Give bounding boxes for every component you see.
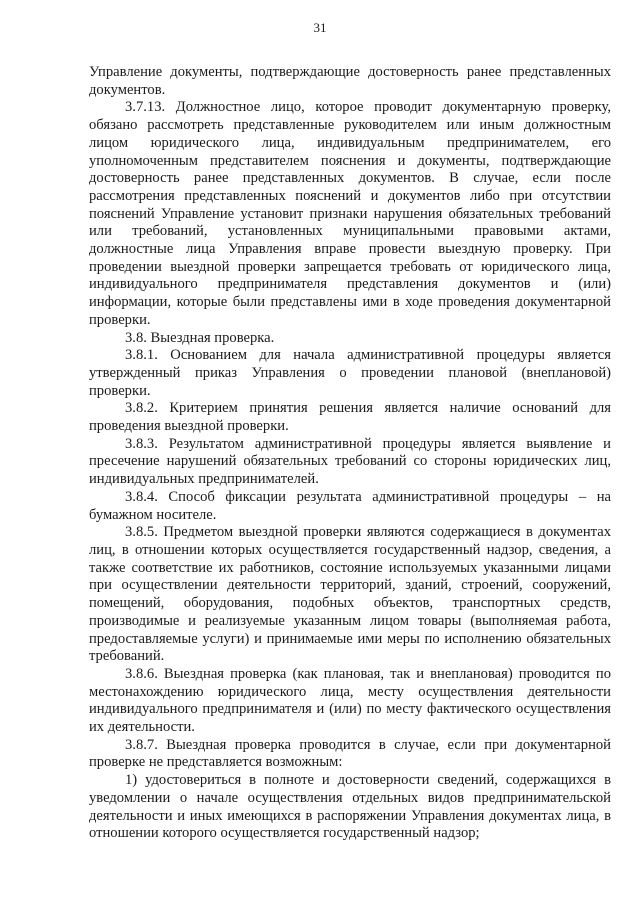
paragraph-3-7-13: 3.7.13. Должностное лицо, которое проводит документарную проверку, обязано рассмотреть представленные руководителем или иным должностным лицом юридического лица, индивидуальным предпринимателем, его уполномоченным представителем пояснения и документы, подтверждающие достоверность ранее представленных документов. В случае, если после рассмотрения представленных пояснений и документов либо при отсутствии пояснений Управление установит признаки нарушения обязательных требований или требований, установленных муниципальными правовыми актами, должностные лица Управления вправе провести выездную проверку. При проведении выездной проверки запрещается требовать от юридического лица, индивидуального предпринимателя представления документов и (или) информации, которые были представлены ими в ходе проведения документарной проверки. [89, 99, 611, 328]
list-item-1: 1) удостовериться в полноте и достоверности сведений, содержащихся в уведомлении о начале осуществления отдельных видов предпринимательской деятельности и иных имеющихся в распоряжении Управления документах лица, в отношении которого осуществляется государственный надзор; [89, 772, 611, 842]
document-body [89, 64, 611, 843]
paragraph-continuation: Управление документы, подтверждающие достоверность ранее представленных документов. [89, 64, 611, 98]
paragraph-3-8-6: 3.8.6. Выездная проверка (как плановая, так и внеплановая) проводится по местонахождению юридического лица, месту осуществления деятельности индивидуального предпринимателя и (или) по месту фактического осуществления их деятельности. [89, 665, 611, 736]
section-heading-3-8: 3.8. Выездная проверка. [125, 329, 275, 346]
paragraph-3-8-4: 3.8.4. Способ фиксации результата административной процедуры – на бумажном носителе. [89, 488, 611, 523]
paragraph-3-8-3: 3.8.3. Результатом административной процедуры является выявление и пресечение нарушений обязательных требований со стороны юридических лиц, индивидуальных предпринимателей. [89, 435, 611, 488]
page-number: 31 [313, 20, 327, 35]
paragraph-3-8-2: 3.8.2. Критерием принятия решения является наличие оснований для проведения выездной проверки. [89, 400, 611, 435]
paragraph-3-8-1: 3.8.1. Основанием для начала административной процедуры является утвержденный приказ Управления о проведении плановой (внеплановой) проверки. [89, 347, 611, 399]
paragraph-3-8-7: 3.8.7. Выездная проверка проводится в случае, если при документарной проверке не представляется возможным: [89, 736, 611, 771]
paragraph-3-8-5: 3.8.5. Предметом выездной проверки являются содержащиеся в документах лиц, в отношении которых осуществляется государственный надзор, сведения, а также соответствие их работников, состояние используемых указанными лицами при осуществлении деятельности территорий, зданий, строений, сооружений, помещений, оборудования, подобных объектов, транспортных средств, производимые и реализуемые указанным лицом товары (выполняемая работа, предоставляемые услуги) и принимаемые ими меры по исполнению обязательных требований. [89, 524, 611, 665]
